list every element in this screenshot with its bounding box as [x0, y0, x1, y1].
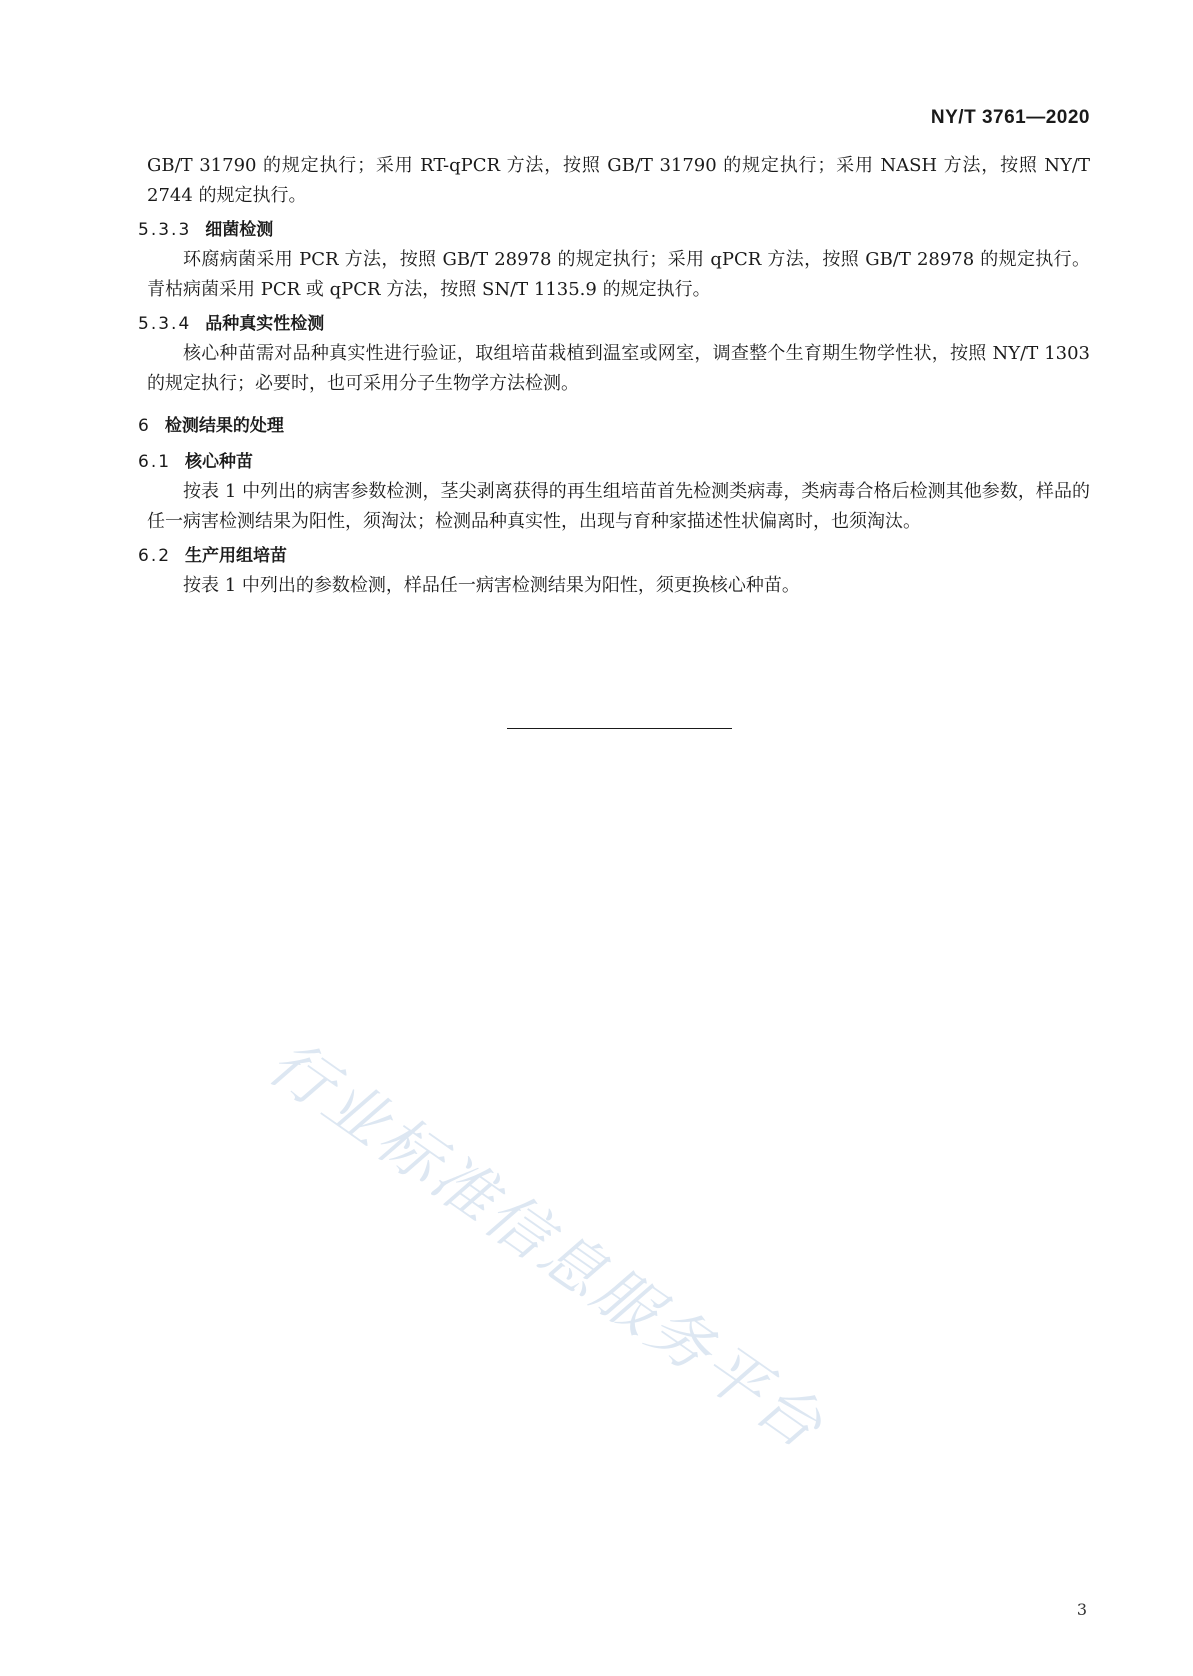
section-5-3-4-text: 核心种苗需对品种真实性进行验证，取组培苗栽植到温室或网室，调查整个生育期生物学性状，按照 NY/T 1303 的规定执行；必要时，也可采用分子生物学方法检测。 — [147, 343, 1090, 394]
section-6-2-text: 按表 1 中列出的参数检测，样品任一病害检测结果为阳性，须更换核心种苗。 — [183, 575, 800, 596]
standard-code: NY/T 3761—2020 — [930, 107, 1090, 128]
end-rule — [507, 728, 732, 729]
section-6-heading — [138, 411, 1090, 441]
section-5-3-4-heading — [138, 309, 1090, 339]
section-title: 核心种苗 — [185, 452, 254, 472]
section-number: 6.2 — [138, 546, 172, 566]
section-5-3-3-text: 环腐病菌采用 PCR 方法，按照 GB/T 28978 的规定执行；采用 qPCR 方法，按照 GB/T 28978 的规定执行。青枯病菌采用 PCR 或 qPCR 方法，按照 SN/T 1135.9 的规定执行。 — [147, 249, 1090, 300]
section-title: 检测结果的处理 — [164, 416, 284, 436]
body-text — [138, 151, 1090, 601]
paragraph-continuation: GB/T 31790 的规定执行；采用 RT-qPCR 方法，按照 GB/T 31790 的规定执行；采用 NASH 方法，按照 NY/T 2744 的规定执行。 — [147, 155, 1090, 206]
section-6-2-heading — [138, 541, 1090, 571]
section-number: 6.1 — [138, 452, 172, 472]
section-number: 5.3.4 — [138, 314, 192, 334]
section-title: 品种真实性检测 — [205, 314, 325, 334]
section-title: 生产用组培苗 — [185, 546, 288, 566]
section-number: 5.3.3 — [138, 220, 192, 240]
section-title: 细菌检测 — [205, 220, 274, 240]
section-5-3-3-heading — [138, 215, 1090, 245]
section-6-1-text: 按表 1 中列出的病害参数检测，茎尖剥离获得的再生组培苗首先检测类病毒，类病毒合格后检测其他参数，样品的任一病害检测结果为阳性，须淘汰；检测品种真实性，出现与育种家描述性状偏离时，也须淘汰。 — [147, 481, 1090, 532]
page-number: 3 — [1076, 1600, 1087, 1619]
section-6-1-heading — [138, 447, 1090, 477]
section-number: 6 — [138, 416, 151, 436]
watermark: 行业标准信息服务平台 — [255, 1025, 839, 1465]
